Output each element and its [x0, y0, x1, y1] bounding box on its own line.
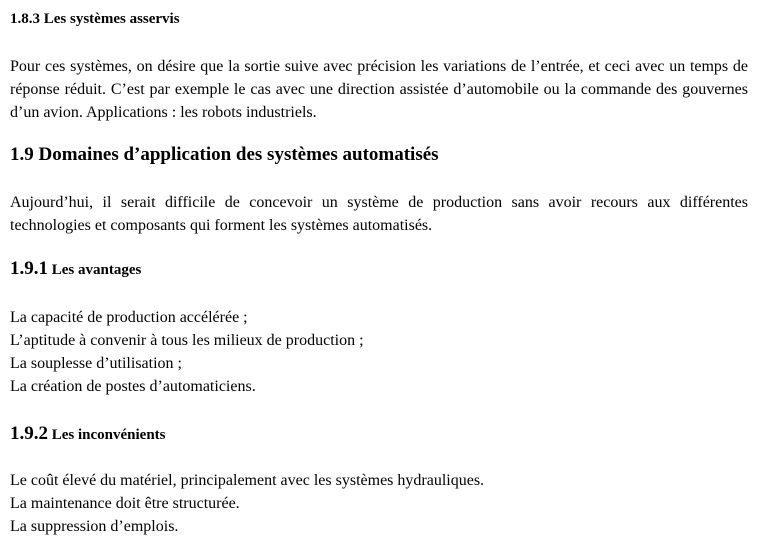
- heading-1-9: 1.9 Domaines d’application des systèmes automatisés: [10, 144, 439, 165]
- heading-1-9-1: [10, 257, 748, 282]
- heading-1-9-1-title: Les avantages: [51, 262, 142, 278]
- advantage-item: L’aptitude à convenir à tous les milieux de production ;: [10, 332, 364, 349]
- disadvantages-list: [10, 469, 748, 538]
- paragraph-systemes-asservis: Pour ces systèmes, on désire que la sortie suive avec précision les variations de l’entrée, et ceci avec un temps de réponse réduit. C’est par exemple le cas avec une direction assistée d’automobile ou la commande des gouvernes d’un avion. Applications : les robots industriels.: [10, 58, 748, 121]
- disadvantage-item: La maintenance doit être structurée.: [10, 495, 240, 512]
- disadvantage-item: La suppression d’emplois.: [10, 518, 179, 535]
- advantage-item: La capacité de production accélérée ;: [10, 309, 248, 326]
- heading-1-8-3: 1.8.3 Les systèmes asservis: [10, 11, 180, 27]
- disadvantage-item: Le coût élevé du matériel, principalement avec les systèmes hydrauliques.: [10, 472, 485, 489]
- heading-1-9-2-title: Les inconvénients: [51, 427, 166, 443]
- paragraph-domaines-application: Aujourd’hui, il serait difficile de concevoir un système de production sans avoir recours aux différentes technologies et composants qui forment les systèmes automatisés.: [10, 194, 748, 234]
- heading-1-9-2-number: 1.9.2: [10, 423, 48, 444]
- advantage-item: La création de postes d’automaticiens.: [10, 378, 256, 395]
- advantage-item: La souplesse d’utilisation ;: [10, 355, 182, 372]
- heading-1-9-1-number: 1.9.1: [10, 258, 48, 279]
- advantages-list: [10, 306, 748, 398]
- heading-1-9-2: [10, 422, 748, 447]
